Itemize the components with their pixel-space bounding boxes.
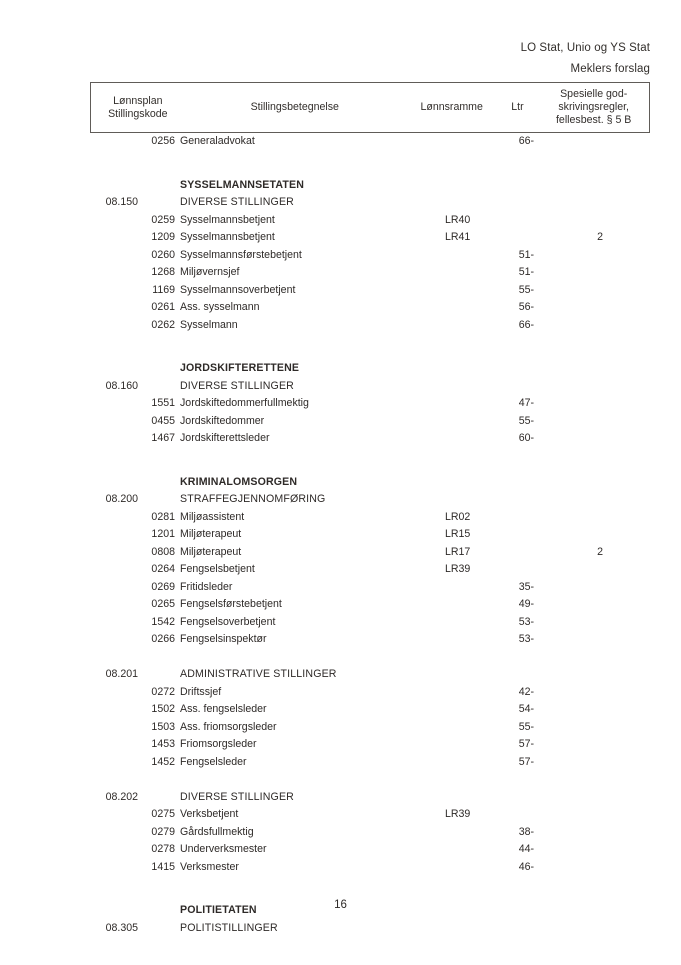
cell-stillingskode: 1453	[151, 738, 175, 750]
table-row	[0, 596, 681, 614]
cell-stillingskode: 0262	[151, 318, 175, 331]
table-row	[0, 509, 681, 527]
table-spacer	[0, 448, 681, 474]
table-row-organization	[0, 474, 681, 492]
table-row	[0, 264, 681, 282]
cell-stillingskode: 0281	[151, 510, 175, 523]
cell-lonnsramme: LR40	[445, 213, 471, 226]
cell-stillingsbetegnelse: Fengselsleder	[180, 755, 247, 768]
cell-stillingsbetegnelse: POLITISTILLINGER	[180, 921, 278, 934]
column-header-special-line1: Spesielle god-	[560, 88, 628, 100]
cell-ltr: 35-	[518, 580, 534, 593]
table-row	[0, 229, 681, 247]
table-row	[0, 579, 681, 597]
table-spacer	[0, 649, 681, 667]
cell-lonnsplan: 08.201	[105, 668, 138, 680]
cell-stillingsbetegnelse: Jordskiftedommer	[180, 414, 265, 427]
cell-stillingsbetegnelse: DIVERSE STILLINGER	[180, 379, 294, 392]
cell-stillingskode: 0455	[151, 414, 175, 427]
cell-lonnsramme: LR41	[445, 231, 471, 243]
cell-lonnsplan: 08.200	[105, 493, 138, 505]
cell-stillingsbetegnelse: Gårdsfullmektig	[180, 825, 254, 838]
cell-stillingsbetegnelse: Ass. friomsorgsleder	[180, 720, 277, 733]
cell-stillingsbetegnelse: Fengselsinspektør	[180, 633, 267, 645]
table-row-group	[0, 491, 681, 509]
cell-stillingsbetegnelse: Sysselmannsførstebetjent	[180, 248, 302, 261]
cell-stillingskode: 1169	[152, 283, 175, 296]
cell-lonnsramme: LR39	[445, 808, 471, 820]
table-row	[0, 544, 681, 562]
table-row	[0, 754, 681, 772]
cell-stillingsbetegnelse: Miljøvernsjef	[180, 266, 240, 278]
cell-stillingsbetegnelse: Verksmester	[180, 860, 239, 873]
table-row	[0, 133, 681, 151]
table-row	[0, 282, 681, 300]
cell-stillingsbetegnelse: Fengselsførstebetjent	[180, 598, 282, 610]
column-header-stillingsbetegnelse: Stillingsbetegnelse	[250, 101, 339, 113]
cell-stillingsbetegnelse: Ass. sysselmann	[180, 301, 260, 313]
header-line-subtitle: Meklers forslag	[570, 63, 650, 75]
cell-stillingskode: 0260	[151, 248, 175, 261]
cell-ltr: 44-	[518, 843, 534, 855]
cell-stillingsbetegnelse: JORDSKIFTERETTENE	[180, 362, 300, 374]
cell-lonnsramme: LR17	[445, 545, 471, 558]
cell-ltr: 53-	[518, 615, 534, 628]
cell-ltr: 51-	[518, 266, 534, 278]
cell-ltr: 49-	[518, 598, 534, 610]
cell-lonnsplan: 08.305	[105, 921, 138, 934]
cell-stillingskode: 0264	[151, 563, 175, 575]
cell-stillingsbetegnelse: Fengselsoverbetjent	[180, 615, 276, 628]
table-row	[0, 430, 681, 448]
table-row	[0, 247, 681, 265]
cell-stillingsbetegnelse: Miljøterapeut	[180, 545, 242, 558]
cell-stillingsbetegnelse: ADMINISTRATIVE STILLINGER	[180, 668, 337, 680]
cell-stillingsbetegnelse: Sysselmannsbetjent	[180, 231, 275, 243]
column-header-lonnsplan-line2: Stillingskode	[108, 107, 168, 120]
table-spacer	[0, 334, 681, 360]
cell-ltr: 66-	[518, 135, 534, 147]
cell-stillingsbetegnelse: SYSSELMANNSETATEN	[180, 178, 304, 191]
cell-lonnsplan: 08.202	[105, 790, 138, 803]
column-header-lonnsramme: Lønnsramme	[420, 101, 483, 113]
cell-stillingsbetegnelse: Sysselmann	[180, 318, 238, 331]
cell-lonnsramme: LR15	[445, 528, 471, 540]
table-row	[0, 806, 681, 824]
cell-stillingskode: 0272	[151, 685, 175, 698]
cell-stillingsbetegnelse: Jordskiftedommerfullmektig	[180, 397, 309, 409]
cell-stillingskode: 1542	[151, 615, 175, 628]
table-row	[0, 212, 681, 230]
cell-ltr: 57-	[518, 738, 534, 750]
cell-stillingskode: 1452	[151, 755, 175, 768]
cell-ltr: 54-	[518, 703, 534, 715]
column-header-special-line2: skrivingsregler,	[558, 101, 629, 113]
cell-stillingskode: 0256	[151, 135, 175, 147]
cell-ltr: 56-	[518, 301, 534, 313]
table-body	[0, 133, 681, 937]
table-row	[0, 614, 681, 632]
cell-ltr: 57-	[518, 755, 534, 768]
table-row-organization	[0, 360, 681, 378]
document-header	[90, 38, 650, 80]
table-row	[0, 841, 681, 859]
cell-stillingskode: 0808	[151, 545, 175, 558]
cell-stillingskode: 1415	[151, 860, 175, 873]
table-row	[0, 859, 681, 877]
cell-stillingsbetegnelse: Sysselmannsbetjent	[180, 213, 275, 226]
cell-stillingsbetegnelse: KRIMINALOMSORGEN	[180, 475, 298, 488]
cell-stillingsbetegnelse: STRAFFEGJENNOMFØRING	[180, 493, 326, 505]
cell-ltr: 47-	[518, 397, 534, 409]
cell-stillingskode: 0269	[151, 580, 175, 593]
cell-stillingsbetegnelse: Jordskifterettsleder	[180, 432, 270, 444]
cell-ltr: 42-	[518, 685, 534, 698]
cell-stillingskode: 0261	[151, 301, 175, 313]
table-row-organization	[0, 177, 681, 195]
cell-stillingskode: 0265	[151, 598, 175, 610]
header-line-organizations: LO Stat, Unio og YS Stat	[520, 42, 650, 54]
cell-ltr: 55-	[518, 283, 534, 296]
table-row	[0, 317, 681, 335]
cell-ltr: 51-	[518, 248, 534, 261]
cell-stillingsbetegnelse: DIVERSE STILLINGER	[180, 790, 294, 803]
column-header-spesielle-godskrivingsregler	[538, 88, 649, 127]
column-header-special-line3: fellesbest. § 5 B	[555, 114, 632, 126]
cell-stillingsbetegnelse: Friomsorgsleder	[180, 738, 257, 750]
cell-ltr: 55-	[518, 414, 534, 427]
table-row	[0, 631, 681, 649]
cell-stillingskode: 0275	[151, 808, 175, 820]
cell-stillingskode: 1201	[151, 528, 175, 540]
table-row-group	[0, 920, 681, 938]
cell-stillingsbetegnelse: Miljøterapeut	[180, 528, 242, 540]
cell-ltr: 38-	[518, 825, 534, 838]
column-header-lonnsplan-stillingskode	[91, 95, 183, 121]
cell-ltr: 46-	[518, 860, 534, 873]
cell-stillingskode: 0259	[151, 213, 175, 226]
table-row	[0, 736, 681, 754]
cell-stillingsbetegnelse: Ass. fengselsleder	[180, 703, 267, 715]
cell-stillingsbetegnelse: Fengselsbetjent	[180, 563, 255, 575]
cell-stillingsbetegnelse: Miljøassistent	[180, 510, 245, 523]
cell-stillingsbetegnelse: Driftssjef	[180, 685, 222, 698]
cell-stillingskode: 1551	[151, 397, 175, 409]
page-number: 16	[334, 899, 347, 911]
table-row-group	[0, 378, 681, 396]
table-column-header	[90, 82, 650, 133]
table-row	[0, 701, 681, 719]
cell-stillingskode: 1467	[151, 432, 175, 444]
cell-ltr: 55-	[518, 720, 534, 733]
column-header-ltr: Ltr	[511, 101, 524, 113]
cell-spesielle-godskrivingsregler: 2	[597, 545, 603, 558]
cell-ltr: 60-	[518, 432, 534, 444]
cell-stillingskode: 1502	[151, 703, 175, 715]
table-row	[0, 684, 681, 702]
table-row	[0, 561, 681, 579]
table-spacer	[0, 771, 681, 789]
cell-stillingskode: 1209	[151, 231, 175, 243]
cell-spesielle-godskrivingsregler: 2	[597, 231, 603, 243]
cell-stillingskode: 1503	[151, 720, 175, 733]
cell-ltr: 53-	[518, 633, 534, 645]
cell-lonnsramme: LR02	[445, 510, 471, 523]
table-row	[0, 824, 681, 842]
cell-lonnsplan: 08.160	[105, 379, 138, 392]
cell-stillingsbetegnelse: Sysselmannsoverbetjent	[180, 283, 296, 296]
table-row	[0, 413, 681, 431]
cell-lonnsramme: LR39	[445, 563, 471, 575]
table-row	[0, 526, 681, 544]
cell-stillingsbetegnelse: Underverksmester	[180, 843, 267, 855]
cell-lonnsplan: 08.150	[105, 196, 138, 208]
table-row	[0, 719, 681, 737]
cell-stillingskode: 0279	[151, 825, 175, 838]
table-row-group	[0, 789, 681, 807]
table-row	[0, 395, 681, 413]
cell-stillingskode: 1268	[151, 266, 175, 278]
cell-ltr: 66-	[518, 318, 534, 331]
cell-stillingsbetegnelse: POLITIETATEN	[180, 904, 257, 916]
cell-stillingsbetegnelse: Generaladvokat	[180, 135, 255, 147]
table-row-group	[0, 666, 681, 684]
table-row-group	[0, 194, 681, 212]
cell-stillingskode: 0278	[151, 843, 175, 855]
table-row	[0, 299, 681, 317]
cell-stillingsbetegnelse: DIVERSE STILLINGER	[180, 196, 294, 208]
cell-stillingskode: 0266	[151, 633, 175, 645]
cell-stillingsbetegnelse: Fritidsleder	[180, 580, 233, 593]
column-header-lonnsplan-line1: Lønnsplan	[113, 94, 163, 107]
cell-stillingsbetegnelse: Verksbetjent	[180, 808, 239, 820]
table-spacer	[0, 151, 681, 177]
